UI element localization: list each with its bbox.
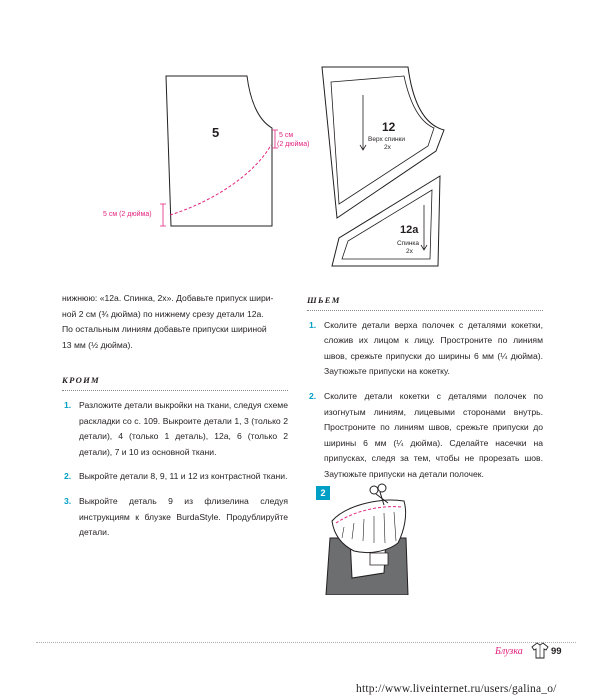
step-item xyxy=(307,389,543,483)
intro-line: ной 2 см (¾ дюйма) по нижнему срезу детали 12a. xyxy=(62,308,264,319)
watermark-url: http://www.liveinternet.ru/users/galina_o/ xyxy=(356,683,557,695)
piece-12-qty: 2х xyxy=(384,144,391,151)
step-illustration xyxy=(314,483,426,595)
intro-line: нижнюю: «12a. Спинка, 2х». Добавьте припуск шири- xyxy=(62,293,274,303)
pattern-figures xyxy=(0,0,612,290)
step-item xyxy=(62,398,288,460)
intro-paragraph xyxy=(62,291,288,353)
section-name: Блузка xyxy=(495,646,523,657)
step-text: Сколите детали верха полочек с деталями кокетки, сложив их лицом к лицу. Простроните по линиям швов, срежьте припуски до ширины 6 мм (¼ дюйма). Заутюжьте припуски на кокетку. xyxy=(324,319,543,377)
footer-rule xyxy=(36,642,576,643)
step-number: 2. xyxy=(309,390,317,401)
intro-line: По остальным линиям добавьте припуски шириной xyxy=(62,324,267,335)
dimension-label-vertical-2: (2 дюйма) xyxy=(277,141,310,148)
piece-12a-label: 12a xyxy=(400,224,419,236)
piece-12-label: 12 xyxy=(382,120,396,134)
step-text: Сколите детали кокетки с деталями полочек по изогнутым линиям, лицевыми сторонами внутрь. Простроните по линиям швов, срежьте припуски до ширины 6 мм (¼ дюйма). Сделайте насечки на припусках, следя за тем, чтобы не прорезать шов. Заутюжьте припуски на детали полочек. xyxy=(324,390,543,479)
piece-12a-qty: 2х xyxy=(406,248,413,255)
piece-12a-name: Спинка xyxy=(397,240,420,247)
blouse-icon xyxy=(531,642,549,659)
piece-5-label: 5 xyxy=(212,125,220,140)
step-item xyxy=(307,318,543,380)
cutting-steps xyxy=(62,398,288,541)
step-text: Выкройте деталь 9 из флизелина следуя инструкциям к блузке BurdaStyle. Продублируйте детали. xyxy=(79,495,288,538)
section-heading-cutting: КРОИМ xyxy=(62,373,288,391)
dimension-label-horizontal: 5 см (2 дюйма) xyxy=(103,211,152,218)
step-text: Разложите детали выкройки на ткани, следуя схеме раскладки со с. 109. Выкроите детали 1, 3 (только 2 детали), 4 (только 1 деталь), 12а, 6 (только 2 детали), 7 и 10 из основной ткани. xyxy=(79,399,288,457)
step-item xyxy=(62,494,288,541)
section-heading-sewing: ШЬЕМ xyxy=(307,293,543,311)
step-badge: 2 xyxy=(316,486,330,500)
step-item xyxy=(62,469,288,485)
right-column xyxy=(307,293,543,492)
dimension-label-vertical-1: 5 см xyxy=(279,132,294,139)
step-number: 3. xyxy=(64,495,72,506)
step-text: Выкройте детали 8, 9, 11 и 12 из контрастной ткани. xyxy=(79,471,288,482)
step-number: 1. xyxy=(309,319,317,330)
left-column xyxy=(62,291,288,550)
page-footer xyxy=(0,632,612,699)
dimension-line-horizontal xyxy=(160,204,166,226)
step-number: 1. xyxy=(64,399,72,410)
piece-12-name: Верх спинки xyxy=(368,136,406,143)
pattern-piece-5 xyxy=(103,76,309,226)
page-number: 99 xyxy=(551,646,562,657)
sewing-steps xyxy=(307,318,543,483)
intro-line: 13 мм (½ дюйма). xyxy=(62,339,133,350)
step-number: 2. xyxy=(64,471,72,482)
